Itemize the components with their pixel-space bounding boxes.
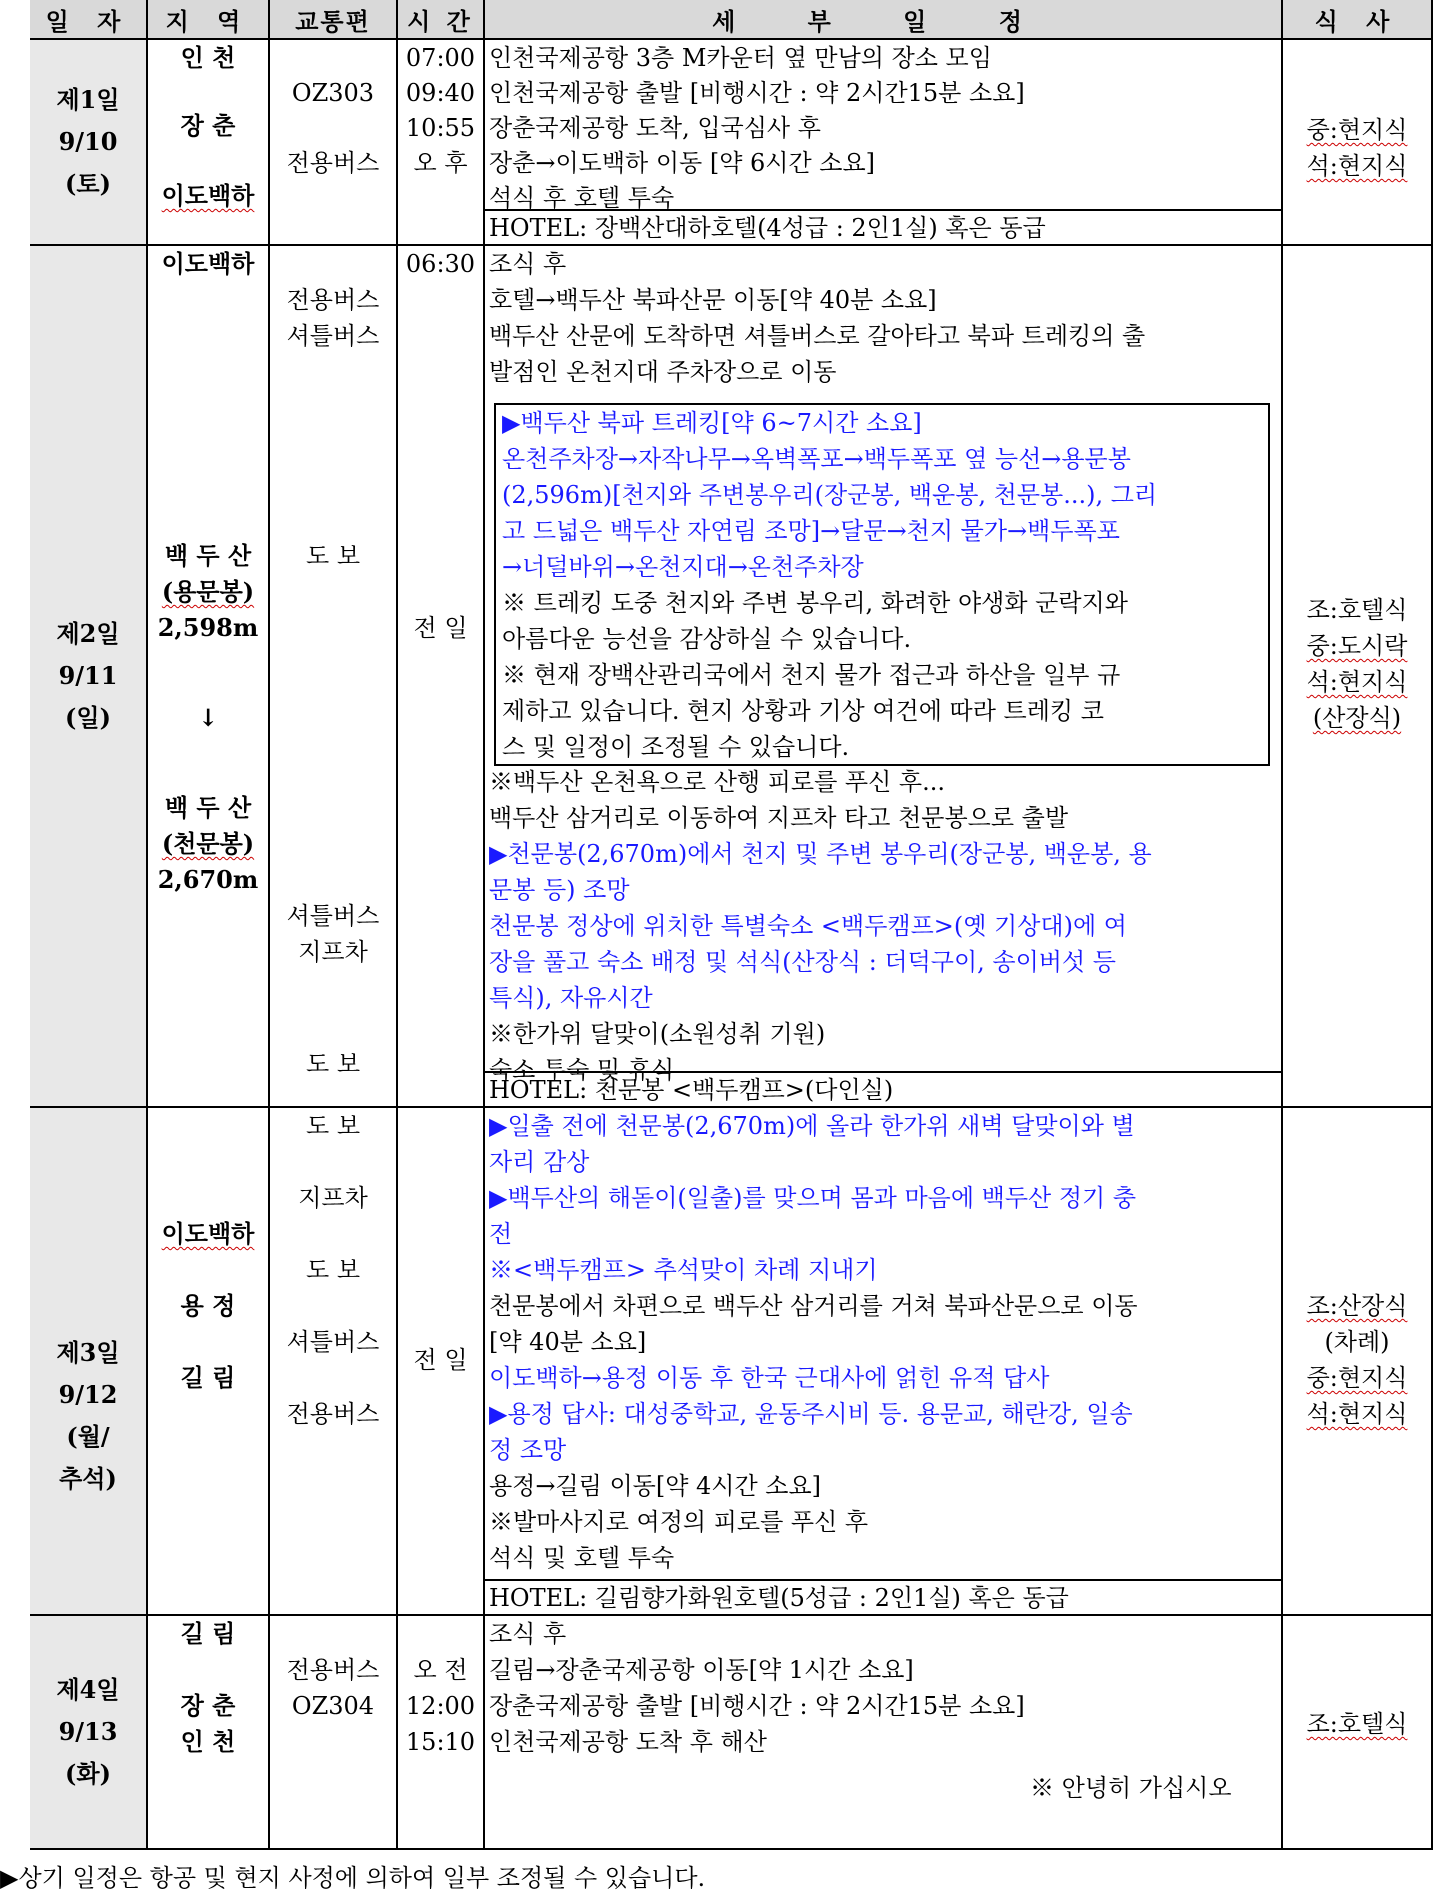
day-date: 9/13: [58, 1717, 118, 1746]
transport-mode: 전용버스: [286, 149, 380, 177]
region-name: 이도백하: [161, 181, 255, 210]
detail-line: ※백두산 온천욕으로 산행 피로를 푸신 후...: [489, 768, 945, 796]
region-name: 장 춘: [180, 1691, 236, 1720]
day4-regions: [148, 1616, 270, 1850]
detail-line: 장춘→이도백하 이동 [약 6시간 소요]: [489, 149, 876, 177]
region-name: 용 정: [180, 1291, 236, 1320]
day4-transport: [270, 1616, 398, 1850]
region-name: 백 두 산: [164, 541, 252, 570]
day-date: 9/10: [58, 127, 118, 156]
day4-label: [30, 1616, 148, 1850]
day4-times: [398, 1616, 485, 1850]
schedule-footnote: ▶상기 일정은 항공 및 현지 사정에 의하여 일부 조정될 수 있습니다.: [0, 1864, 706, 1892]
detail-line: ▶백두산의 해돋이(일출)를 맞으며 몸과 마음에 백두산 정기 충: [489, 1184, 1137, 1212]
detail-line: [약 40분 소요]: [489, 1328, 647, 1356]
time-value: 오 전: [413, 1656, 468, 1684]
altitude-value: 2,598m: [157, 613, 259, 642]
trek-line: 제하고 있습니다. 현지 상황과 기상 여건에 따라 트레킹 코: [502, 697, 1104, 725]
detail-line: 인천국제공항 3층 M카운터 옆 만남의 장소 모임: [489, 44, 992, 72]
detail-line: 정 조망: [489, 1436, 567, 1464]
detail-line: ※발마사지로 여정의 피로를 푸신 후: [489, 1508, 869, 1536]
day-number: 제2일: [56, 619, 120, 648]
day-weekday: (토): [65, 169, 111, 198]
transport-mode: 도 보: [306, 1050, 360, 1078]
detail-line: ▶천문봉(2,670m)에서 천지 및 주변 봉우리(장군봉, 백운봉, 용: [489, 840, 1152, 868]
day2-regions: [148, 246, 270, 1108]
region-name: 인 천: [180, 1727, 236, 1756]
detail-line: ▶용정 답사: 대성중학교, 윤동주시비 등. 용문교, 해란강, 일송: [489, 1400, 1133, 1428]
region-name: (천문봉): [161, 829, 255, 858]
detail-line: 발점인 온천지대 주차장으로 이동: [489, 358, 837, 386]
detail-line: 자리 감상: [489, 1148, 590, 1176]
detail-line: 석식 및 호텔 투숙: [489, 1544, 675, 1572]
trek-line: 온천주차장→자작나무→옥벽폭포→백두폭포 옆 능선→용문봉: [502, 445, 1131, 473]
hotel-line: HOTEL: 장백산대하호텔(4성급 : 2인1실) 혹은 동급: [485, 209, 1281, 245]
flight-number: OZ304: [291, 1692, 375, 1720]
region-name: 이도백하: [161, 249, 255, 278]
day-number: 제3일: [56, 1338, 120, 1367]
transport-mode: 지프차: [298, 1184, 368, 1212]
meal-value: 조:호텔식: [1306, 596, 1408, 624]
transport-mode: 도 보: [306, 1112, 360, 1140]
time-value: 07:00: [405, 44, 476, 72]
trekking-box: [494, 403, 1270, 766]
region-name: 백 두 산: [164, 793, 252, 822]
day2-times: [398, 246, 485, 1108]
detail-line: 인천국제공항 도착 후 해산: [489, 1728, 767, 1756]
detail-line: 백두산 삼거리로 이동하여 지프차 타고 천문봉으로 출발: [489, 804, 1069, 832]
detail-line: 특식), 자유시간: [489, 984, 653, 1012]
day-date: 9/12: [58, 1380, 118, 1409]
day1-transport: [270, 40, 398, 246]
time-value: 09:40: [405, 79, 476, 107]
time-value: 전 일: [413, 614, 468, 642]
detail-line: 이도백하→용정 이동 후 한국 근대사에 얽힌 유적 답사: [489, 1364, 1050, 1392]
trek-line: (2,596m)[천지와 주변봉우리(장군봉, 백운봉, 천문봉...), 그리: [502, 481, 1158, 509]
detail-line: 조식 후: [489, 250, 567, 278]
meal-value: 석:현지식: [1306, 1400, 1408, 1428]
time-value: 10:55: [405, 114, 476, 142]
detail-line: ▶일출 전에 천문봉(2,670m)에 올라 한가위 새벽 달맞이와 별: [489, 1112, 1135, 1140]
time-value: 오 후: [413, 149, 468, 177]
detail-line: 백두산 산문에 도착하면 셔틀버스로 갈아타고 북파 트레킹의 출: [489, 322, 1146, 350]
time-value: 12:00: [405, 1692, 476, 1720]
meal-value: 중:도시락: [1306, 632, 1408, 660]
day3-label: [30, 1108, 148, 1616]
trek-line: →너덜바위→온천지대→온천주차장: [502, 553, 864, 581]
transport-mode: 전용버스: [286, 286, 380, 314]
day-holiday: 추석): [59, 1464, 117, 1493]
transport-mode: 전용버스: [286, 1656, 380, 1684]
region-name: 길 림: [180, 1363, 236, 1392]
itinerary-table: [30, 0, 1433, 1850]
meal-value: (차례): [1324, 1328, 1390, 1356]
day4-meals: [1283, 1616, 1433, 1850]
detail-line: 호텔→백두산 북파산문 이동[약 40분 소요]: [489, 286, 937, 314]
day2-meals: [1283, 246, 1433, 1108]
trek-line: ▶백두산 북파 트레킹[약 6~7시간 소요]: [502, 409, 922, 437]
meal-value: 석:현지식: [1306, 668, 1408, 696]
header-transport: 교통편: [270, 0, 398, 40]
meal-value: 중:현지식: [1306, 1364, 1408, 1392]
detail-line: 조식 후: [489, 1620, 567, 1648]
time-value: 06:30: [405, 250, 476, 278]
hotel-line: HOTEL: 길림향가화원호텔(5성급 : 2인1실) 혹은 동급: [485, 1579, 1281, 1615]
meal-value: 조:산장식: [1306, 1292, 1408, 1320]
detail-line: 천문봉 정상에 위치한 특별숙소 <백두캠프>(옛 기상대)에 여: [489, 912, 1127, 940]
region-name: 이도백하: [161, 1219, 255, 1248]
meal-value: 조:호텔식: [1306, 1710, 1408, 1738]
trek-line: 아름다운 능선을 감상하실 수 있습니다.: [502, 625, 912, 653]
day3-details: [485, 1108, 1283, 1616]
header-date: 일 자: [30, 0, 148, 40]
region-name: (용문봉): [161, 577, 255, 606]
trek-line: 스 및 일정이 조정될 수 있습니다.: [502, 733, 850, 761]
header-region: 지 역: [148, 0, 270, 40]
farewell-note: ※ 안녕히 가십시오: [1030, 1774, 1232, 1802]
transport-mode: 셔틀버스: [286, 1328, 380, 1356]
day1-times: [398, 40, 485, 246]
detail-line: 길림→장춘국제공항 이동[약 1시간 소요]: [489, 1656, 914, 1684]
down-arrow-icon: ↓: [197, 703, 219, 732]
day-number: 제1일: [56, 85, 120, 114]
region-name: 길 림: [180, 1619, 236, 1648]
detail-line: 장을 풀고 숙소 배정 및 석식(산장식 : 더덕구이, 송이버섯 등: [489, 948, 1116, 976]
flight-number: OZ303: [291, 79, 375, 107]
detail-line: 석식 후 호텔 투숙: [489, 184, 675, 212]
detail-line: 천문봉에서 차편으로 백두산 삼거리를 거쳐 북파산문으로 이동: [489, 1292, 1138, 1320]
detail-line: 전: [489, 1220, 513, 1248]
detail-line: 인천국제공항 출발 [비행시간 : 약 2시간15분 소요]: [489, 79, 1025, 107]
day4-details: [485, 1616, 1283, 1850]
altitude-value: 2,670m: [157, 865, 259, 894]
day3-times: [398, 1108, 485, 1616]
day3-transport: [270, 1108, 398, 1616]
header-details: 세 부 일 정: [485, 0, 1283, 40]
header-time: 시 간: [398, 0, 485, 40]
region-name: 인 천: [180, 43, 236, 72]
hotel-line: HOTEL: 천문봉 <백두캠프>(다인실): [485, 1071, 1281, 1107]
day2-transport: [270, 246, 398, 1108]
trek-line: ※ 트레킹 도중 천지와 주변 봉우리, 화려한 야생화 군락지와: [502, 589, 1128, 617]
day-date: 9/11: [58, 661, 118, 690]
day-weekday: (화): [65, 1759, 111, 1788]
transport-mode: 도 보: [306, 1256, 360, 1284]
day3-meals: [1283, 1108, 1433, 1616]
transport-mode: 지프차: [298, 938, 368, 966]
day1-label: [30, 40, 148, 246]
header-meals: 식 사: [1283, 0, 1433, 40]
time-value: 15:10: [405, 1728, 476, 1756]
detail-line: 용정→길림 이동[약 4시간 소요]: [489, 1472, 822, 1500]
detail-line: 숙소 투숙 및 휴식: [489, 1056, 675, 1084]
day-weekday: (월/: [66, 1422, 110, 1451]
trek-line: ※ 현재 장백산관리국에서 천지 물가 접근과 하산을 일부 규: [502, 661, 1121, 689]
day-weekday: (일): [65, 703, 111, 732]
transport-mode: 셔틀버스: [286, 902, 380, 930]
day2-label: [30, 246, 148, 1108]
detail-line: ※<백두캠프> 추석맞이 차례 지내기: [489, 1256, 878, 1284]
detail-line: 장춘국제공항 출발 [비행시간 : 약 2시간15분 소요]: [489, 1692, 1025, 1720]
day3-regions: [148, 1108, 270, 1616]
region-name: 장 춘: [180, 111, 236, 140]
day-number: 제4일: [56, 1675, 120, 1704]
day1-regions: [148, 40, 270, 246]
time-value: 전 일: [413, 1346, 468, 1374]
meal-value: 중:현지식: [1306, 116, 1408, 144]
transport-mode: 셔틀버스: [286, 322, 380, 350]
transport-mode: 전용버스: [286, 1400, 380, 1428]
meal-value: (산장식): [1312, 704, 1402, 732]
trek-line: 고 드넓은 백두산 자연림 조망]→달문→천지 물가→백두폭포: [502, 517, 1120, 545]
detail-line: ※한가위 달맞이(소원성취 기원): [489, 1020, 826, 1048]
detail-line: 문봉 등) 조망: [489, 876, 630, 904]
day1-meals: [1283, 40, 1433, 246]
detail-line: 장춘국제공항 도착, 입국심사 후: [489, 114, 821, 142]
meal-value: 석:현지식: [1306, 152, 1408, 180]
transport-mode: 도 보: [306, 542, 360, 570]
